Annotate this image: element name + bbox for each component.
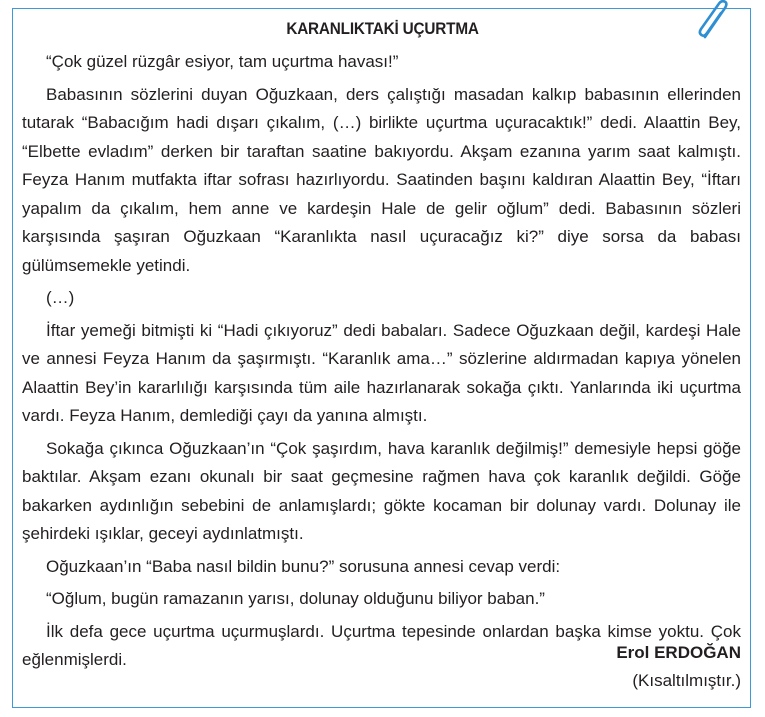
abridged-note: (Kısaltılmıştır.)	[632, 671, 741, 690]
paragraph: “Oğlum, bugün ramazanın yarısı, dolunay olduğunu biliyor baban.”	[46, 589, 545, 608]
story-title: KARANLIKTAKİ UÇURTMA	[286, 19, 479, 38]
paragraph: İftar yemeği bitmişti ki “Hadi çıkıyoruz” dedi babaları. Sadece Oğuzkaan değil, kardeşi Hale ve annesi Feyza Hanım da şaşırmıştı. “Karanlık ama…” sözlerine aldırmadan kapıya yönelen Alaattin Bey’in kararlılığı karşısında tüm aile hazırlanarak sokağa çıktı. Yanlarında iki uçurtma vardı. Feyza Hanım, demlediği çayı da yanına almıştı.	[22, 320, 741, 425]
paragraph: Babasının sözlerini duyan Oğuzkaan, ders çalıştığı masadan kalkıp babasının ellerinden tutarak “Babacığım hadi dışarı çıkalım, (…) birlikte uçurtma uçuracaktık!” dedi. Alaattin Bey, “Elbette evladım” derken bir taraftan saatine bakıyordu. Akşam ezanına yarım saat kalmıştı. Feyza Hanım mutfakta iftar sofrası hazırlıyordu. Saatinden başını kaldıran Alaattin Bey, “İftarı yapalım da çıkalım, hem anne ve kardeşin Hale de gelir oğlum” dedi. Babasının sözleri karşısında şaşıran Oğuzkaan “Karanlıkta nasıl uçuracağız ki?” diye sorsa da babası gülümsemekle yetindi.	[22, 84, 741, 275]
author-name: Erol ERDOĞAN	[616, 643, 741, 662]
paragraph: Oğuzkaan’ın “Baba nasıl bildin bunu?” sorusuna annesi cevap verdi:	[46, 556, 561, 576]
paragraph: İlk defa gece uçurtma uçurmuşlardı. Uçurtma tepesinde onlardan başka kimse yoktu. Çok eğlenmişlerdi.	[22, 621, 741, 669]
paragraph: Sokağa çıkınca Oğuzkaan’ın “Çok şaşırdım, hava karanlık değilmiş!” demesiyle hepsi göğe baktılar. Akşam ezanı okunalı bir saat geçmesine rağmen hava çok karanlık değildi. Göğe bakarken aydınlığın sebebini de anlamışlardı; gökte kocaman bir dolunay vardı. Dolunay ile şehirdeki ışıklar, geceyi aydınlatmıştı.	[22, 438, 741, 543]
story-body	[22, 48, 741, 679]
paragraph: “Çok güzel rüzgâr esiyor, tam uçurtma havası!”	[46, 52, 399, 71]
paragraph: (…)	[46, 288, 75, 307]
